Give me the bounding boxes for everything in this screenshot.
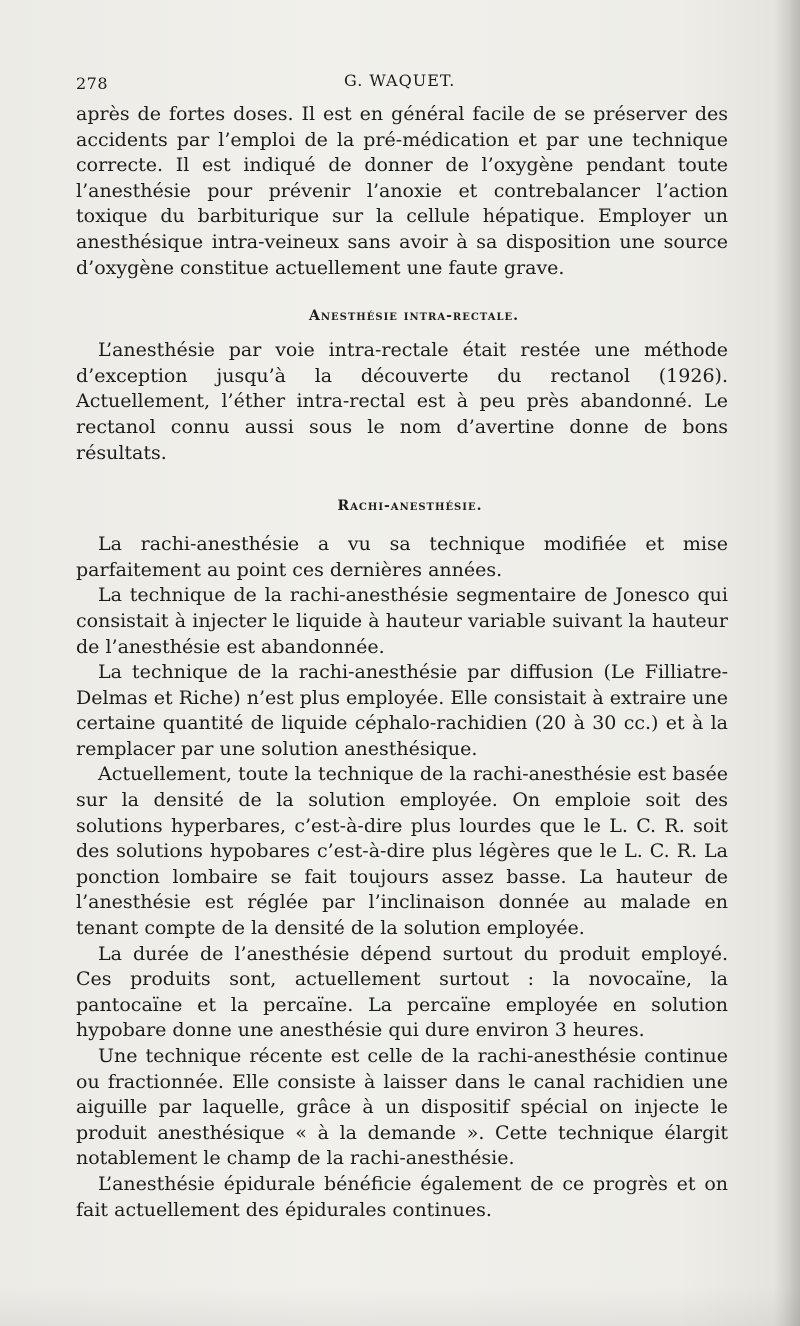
page-bottom-shadow	[0, 1286, 800, 1326]
paragraph: La durée de l’anesthésie dépend surtout du produit employé. Ces produits sont, actuellement surtout : la novocaïne, la pantocaïne et la percaïne. La percaïne employée en solution hypobare donne une anesthésie qui dure environ 3 heures.	[76, 942, 728, 1042]
page-content	[76, 62, 728, 1223]
section-title-rachi-anesthesie: Rachi-anesthésie.	[337, 498, 483, 515]
paragraph: Actuellement, toute la technique de la rachi-anesthésie est basée sur la densité de la solution employée. On emploie soit des solutions hyperbares, c’est-à-dire plus lourdes que le L. C. R. soit des solutions hypobares c’est-à-dire plus légères que le L. C. R. La ponction lombaire se fait toujours assez basse. La hauteur de l’anesthésie est réglée par l’inclinaison donnée au malade en tenant compte de la densité de la solution employée.	[76, 763, 728, 940]
page-number: 278	[76, 74, 109, 93]
running-title: G. WAQUET.	[344, 71, 456, 90]
running-head	[76, 62, 728, 102]
paragraph: La rachi-anesthésie a vu sa technique modifiée et mise parfaitement au point ces dernières années.	[76, 533, 728, 581]
paragraph: La technique de la rachi-anesthésie par diffusion (Le Filliatre-Delmas et Riche) n’est plus employée. Elle consistait à extraire une certaine quantité de liquide céphalo-rachidien (20 à 30 cc.) et à la remplacer par une solution anesthésique.	[76, 661, 728, 760]
paragraph-continued: après de fortes doses. Il est en général facile de se préserver des accidents par l’emploi de la pré-médication et par une technique correcte. Il est indiqué de donner de l’oxygène pendant toute l’anesthésie pour prévenir l’anoxie et contrebalancer l’action toxique du barbiturique sur la cellule hépatique. Employer un anesthésique intra-veineux sans avoir à sa disposition une source d’oxygène constitue actuellement une faute grave.	[76, 103, 728, 279]
paragraph: La technique de la rachi-anesthésie segmentaire de Jonesco qui consistait à injecter le liquide à hauteur variable suivant la hauteur de l’anesthésie est abandonnée.	[76, 584, 728, 658]
paragraph: L’anesthésie épidurale bénéficie également de ce progrès et on fait actuellement des épidurales continues.	[76, 1172, 728, 1221]
paragraph: Une technique récente est celle de la rachi-anesthésie continue ou fractionnée. Elle consiste à laisser dans le canal rachidien une aiguille par laquelle, grâce à un dispositif spécial on injecte le produit anesthésique « à la demande ». Cette technique élargit notablement le champ de la rachi-anesthésie.	[76, 1045, 728, 1170]
paragraph: L’anesthésie par voie intra-rectale était restée une méthode d’exception jusqu’à la découverte du rectanol (1926). Actuellement, l’éther intra-rectal est à peu près abandonné. Le rectanol connu aussi sous le nom d’avertine donne de bons résultats.	[76, 339, 728, 464]
page-edge-shadow	[774, 0, 800, 1326]
section-title-intra-rectale: Anesthésie intra-rectale.	[309, 308, 519, 325]
